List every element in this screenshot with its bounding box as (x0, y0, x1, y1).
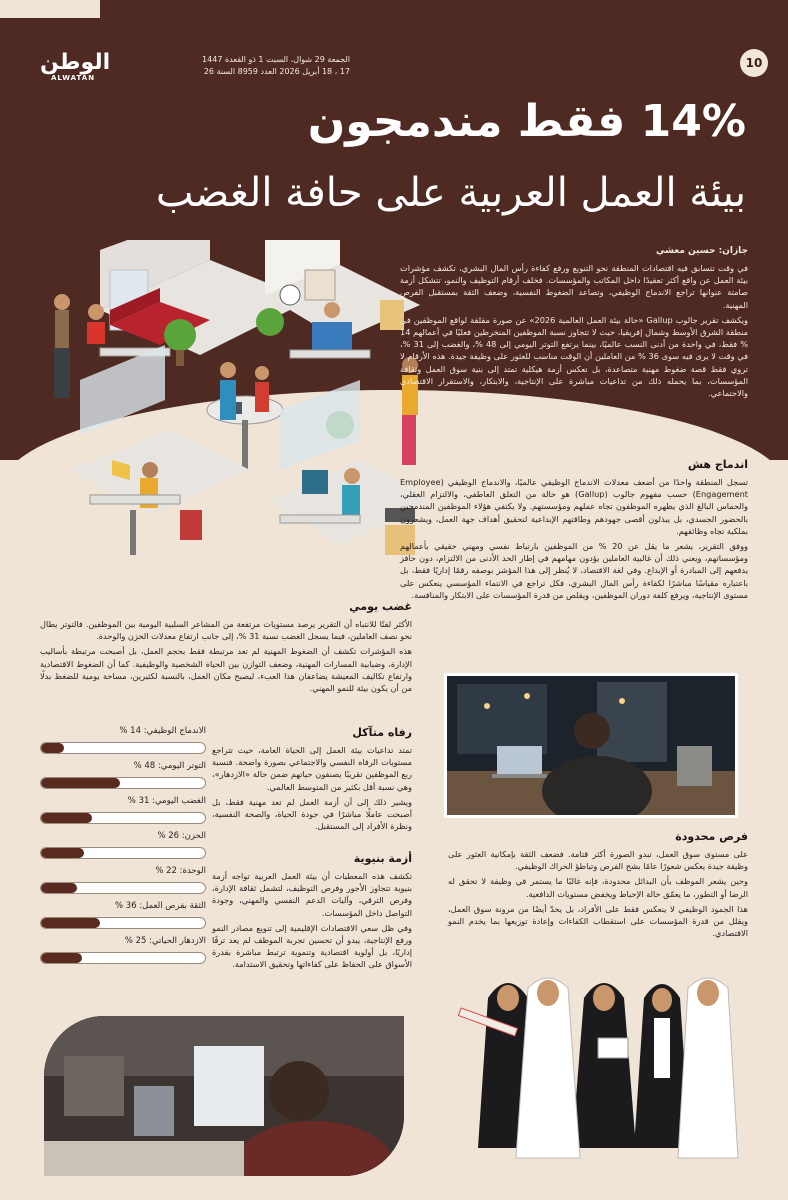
page-number: 10 (740, 49, 768, 77)
stat-label: الثقة بفرص العمل: 36 % (115, 901, 206, 911)
opportunities-paragraph-3: هذا الجمود الوظيفي لا ينعكس فقط على الأفراد، بل يحدّ أيضًا من مرونة سوق العمل، ويقلل من قدرة المؤسسات على استقطاب الكفاءات وإعادة توزيعها بما يخدم النمو الاقتصادي. (448, 903, 748, 939)
stat-bar-item (40, 901, 206, 936)
stressed-employee-image (44, 1016, 404, 1176)
stat-track (40, 742, 206, 754)
stat-label: الحزن: 26 % (157, 831, 206, 841)
stat-fill (41, 918, 100, 928)
stat-label: الازدهار الحياتي: 25 % (124, 936, 206, 946)
subheadline: بيئة العمل العربية على حافة الغضب (155, 170, 746, 216)
stat-fill (41, 813, 92, 823)
stat-bar-item (40, 866, 206, 901)
stat-label: الاندماج الوظيفي: 14 % (119, 726, 206, 736)
section-title-anger: غضب يومي (349, 600, 412, 613)
logo-arabic: الوطن (40, 50, 111, 75)
section-title-structural: أزمة بنيوية (353, 852, 412, 865)
corner-notch (0, 0, 100, 18)
stat-label: الوحدة: 22 % (155, 866, 206, 876)
stat-track (40, 847, 206, 859)
engagement-paragraph-1: تسجل المنطقة واحدًا من أضعف معدلات الاندماج الوظيفي عالميًا، والاندماج الوظيفي (Employee Engagement) حسب مفهوم جالوب (Gallup) هو حالة من التعلق العاطفي، والالتزام العقلي، والحماس البالغ الذي يظهره الموظفون تجاه عملهم ومؤسستهم. ولا يكتفي هؤلاء الموظفين المندمجين بالحضور الجسدي، بل يبذلون أقصى جهودهم وطاقتهم الإبداعية لتحقيق أهداف جهة العمل، ويشعرون بملكية تجاه وظائفهم. (400, 477, 748, 536)
stat-track (40, 952, 206, 964)
stat-bar-item (40, 831, 206, 866)
stat-bar-item (40, 726, 206, 761)
opportunities-paragraph-2: وحين يشعر الموظف بأن البدائل محدودة، فإنه غالبًا ما يستمر في وظيفة لا تحقق له الرضا أو التطور، ما يعمّق حالة الإحباط ويخفض مستويات الدافعية. (448, 876, 748, 899)
anger-paragraph-1: الأكثر لفتًا للانتباه أن التقرير يرصد مستويات مرتفعة من المشاعر السلبية اليومية بين الموظفين. فالتوتر يطال نحو نصف العاملين، فيما يسجل الغضب نسبة 31 %، إلى جانب ارتفاع معدلات الحزن والوحدة. (40, 619, 412, 642)
welfare-paragraph-1: تمتد تداعيات بيئة العمل إلى الحياة العامة، حيث تتراجع مستويات الرفاه النفسي والاجتماعي بصورة واضحة. فنسبة ربع الموظفين تقريبًا يصنفون حياتهم ضمن حالة «الازدهار»، وهي نسبة أقل بكثير من المتوسط العالمي. (212, 745, 412, 792)
headline: 14% فقط مندمجون (307, 96, 746, 147)
stat-fill (41, 883, 77, 893)
structural-paragraph-2: وفي ظل سعي الاقتصادات الإقليمية إلى تنويع مصادر النمو ورفع الإنتاجية، يبدو أن تحسين تجربة الموظف لم يعد ترفًا إداريًا، بل أولوية اقتصادية وتنموية ترتبط مباشرة بقدرة الأسواق على الحفاظ على كفاءاتها وتحقيق الاستدامة. (212, 922, 412, 970)
stat-track (40, 777, 206, 789)
welfare-text (212, 744, 412, 844)
newspaper-logo (40, 50, 111, 82)
stat-bar-item (40, 936, 206, 971)
engagement-paragraph-2: ووفق التقرير، يشعر ما يقل عن 20 % من الموظفين بارتباط نفسي ومهني حقيقي بأعمالهم ومؤسساتهم، ويعني ذلك أن غالبية العاملين يؤدون مهامهم في إطار الحد الأدنى من الالتزام، دون حافز يدفعهم إلى المبادرة أو الإبداع. وفي لغة الاقتصاد، لا يُنظر إلى هذا المؤشر بوصفه رقمًا إداريًا فقط، بل باعتباره مقياسًا مباشرًا لكفاءة رأس المال البشري، فكل تراجع في الانتماء المؤسسي ينعكس على مستوى الإنتاجية، ويرفع كلفة دوران الموظفين، ويقلص من قدرة المؤسسات على الابتكار والمنافسة. (400, 541, 749, 600)
issue-date (110, 54, 350, 78)
section-title-welfare: رفاه متآكل (352, 726, 412, 739)
intro-paragraph-1: في وقت تتسابق فيه اقتصادات المنطقة نحو التنويع ورفع كفاءة رأس المال البشري، تكشف مؤشرات بيئة العمل عن واقع أكثر تعقيدًا داخل المكاتب والمؤسسات. فخلف أرقام التوظيف والنمو، تتشكل أزمة صامتة عنوانها تراجع الاندماج الوظيفي، وتصاعد الضغوط النفسية، وضعف الثقة بمستقبل الفرص المهنية. (400, 263, 748, 310)
office-illustration (40, 240, 430, 570)
stat-fill (41, 778, 120, 788)
opportunities-paragraph-1: على مستوى سوق العمل، تبدو الصورة أكثر قتامة. فضعف الثقة بإمكانية العثور على وظيفة جيدة يعكس شعورًا عامًا بشح الفرص وتباطؤ الحراك الوظيفي. (448, 849, 748, 872)
section-title-opportunities: فرص محدودة (675, 830, 748, 843)
photo-man-at-laptop (444, 673, 738, 818)
stat-bar-item (40, 796, 206, 831)
stats-bars (40, 726, 206, 971)
date-line-gregorian: 17 ، 18 أبريل 2026 العدد 8959 السنة 26 (203, 67, 350, 76)
structural-paragraph-1: تكشف هذه المعطيات أن بيئة العمل العربية تواجه أزمة بنيوية تتجاوز الأجور وفرص التوظيف، لتشمل ثقافة الإدارة، وفرص الترقي، وآليات الدعم النفسي والمهني، وجودة التواصل داخل المؤسسات. (212, 871, 412, 918)
stat-fill (41, 743, 64, 753)
structural-text (212, 870, 412, 1000)
welfare-paragraph-2: ويشير ذلك إلى أن أزمة العمل لم تعد مهنية فقط، بل أصبحت عاملًا مباشرًا في جودة الحياة، والصحة النفسية، ونظرة الأفراد إلى المستقبل. (212, 796, 412, 832)
stat-label: الغضب اليومي: 31 % (127, 796, 206, 806)
stat-fill (41, 953, 82, 963)
anger-paragraph-2: هذه المؤشرات تكشف أن الضغوط المهنية لم تعد مرتبطة فقط بحجم العمل، بل أصبحت مرتبطة بأساليب الإدارة، وضبابية المسارات المهنية، وضعف التوازن بين الحياة الشخصية والوظيفية. كما أن الضغوط الاقتصادية وارتفاع تكاليف المعيشة يضاعفان هذا العبء، ليصبح مكان العمل، بالنسبة لكثيرين، مساحة يومية للضغط بدلًا من أن يكون بيئة للنمو المهني. (40, 646, 412, 694)
engagement-text (400, 476, 748, 652)
man-at-laptop-image (447, 676, 735, 815)
stat-track (40, 882, 206, 894)
stat-label: التوتر اليومي: 48 % (133, 761, 206, 771)
stat-fill (41, 848, 84, 858)
stat-track (40, 917, 206, 929)
logo-english: ALWATAN (50, 74, 96, 82)
byline: جازان: حسين معشي (655, 246, 748, 256)
photo-stressed-employee (44, 1016, 404, 1176)
intro-paragraph-2: ويكشف تقرير جالوب Gallup «حالة بيئة العمل العالمية 2026» عن صورة مقلقة لواقع الموظفين في منطقة الشرق الأوسط وشمال إفريقيا، حيث لا تتجاوز نسبة الموظفين المنخرطين فعليًا في أعمالهم 14 % فقط، في واحدة من أدنى النسب عالميًا، بينما يرتفع التوتر اليومي إلى 48 %، والغضب إلى 31 %، في وقت لا يرى فيه سوى 36 % من العاملين أن الوقت مناسب للعثور على وظيفة جيدة. هذه الأرقام لا تروي فقط قصة ضغوط مهنية متصاعدة، بل تعكس أزمة هيكلية تمتد إلى بنية سوق العمل وثقافة المؤسسات، بما يحمله ذلك من تداعيات مباشرة على الإنتاجية، والابتكار، والاستقرار الاقتصادي والاجتماعي. (400, 314, 748, 399)
section-title-engagement: اندماج هش (687, 458, 748, 471)
anger-text (40, 618, 412, 708)
saudi-employees-illustration (448, 958, 744, 1188)
intro-text (400, 262, 748, 450)
date-line-hijri: الجمعة 29 شوال، السبت 1 ذو القعدة 1447 (202, 55, 350, 64)
stat-bar-item (40, 761, 206, 796)
opportunities-text (448, 848, 748, 952)
stat-track (40, 812, 206, 824)
